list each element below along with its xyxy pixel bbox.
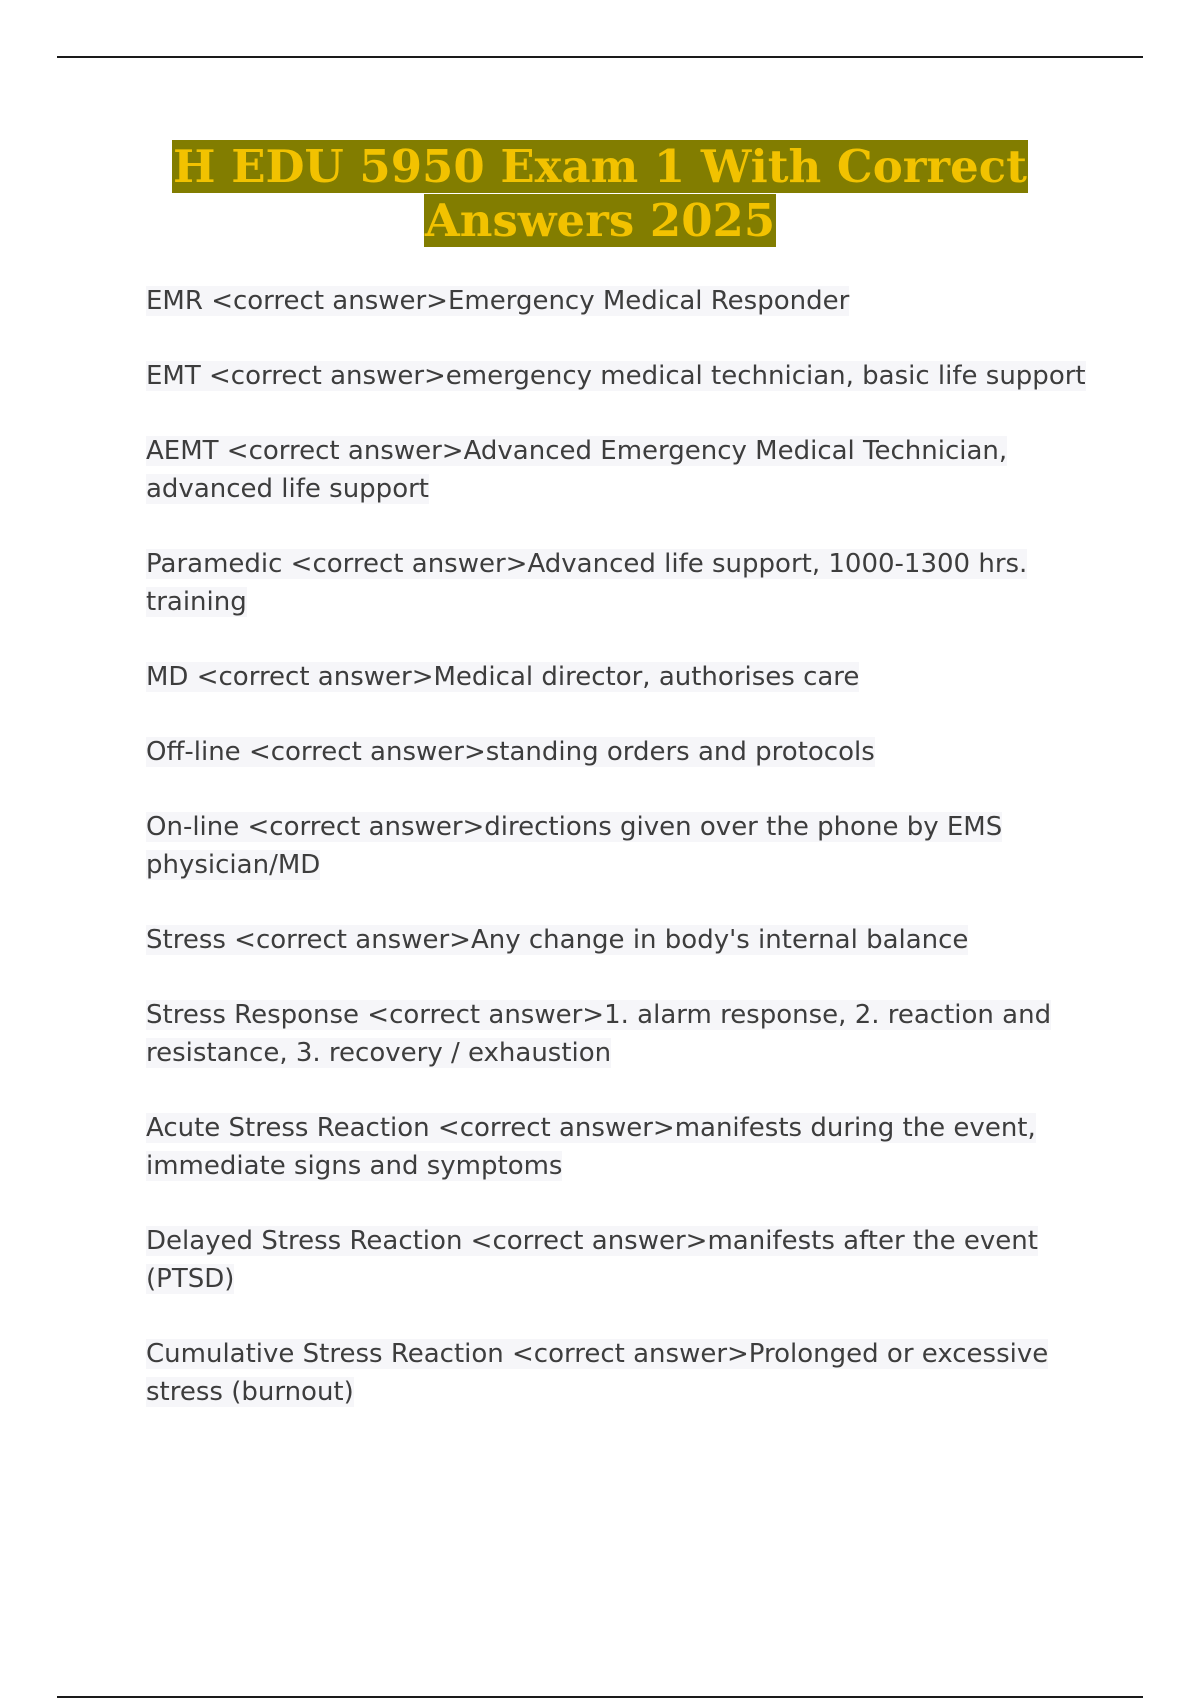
qa-item: Stress Response <correct answer>1. alarm response, 2. reaction and resistance, 3. recovery / exhaustion bbox=[146, 1000, 1052, 1068]
qa-list bbox=[146, 282, 1096, 1448]
qa-item: Cumulative Stress Reaction <correct answer>Prolonged or excessive stress (burnout) bbox=[146, 1339, 1049, 1407]
qa-item: EMT <correct answer>emergency medical technician, basic life support bbox=[146, 361, 1086, 391]
qa-item: On-line <correct answer>directions given over the phone by EMS physician/MD bbox=[146, 812, 1003, 880]
qa-item: Stress <correct answer>Any change in body's internal balance bbox=[146, 925, 969, 955]
bottom-rule bbox=[57, 1696, 1143, 1698]
document-title bbox=[0, 140, 1200, 248]
top-rule bbox=[57, 56, 1143, 58]
qa-item: EMR <correct answer>Emergency Medical Responder bbox=[146, 286, 850, 316]
qa-item: Acute Stress Reaction <correct answer>manifests during the event, immediate signs and symptoms bbox=[146, 1113, 1036, 1181]
qa-item: MD <correct answer>Medical director, authorises care bbox=[146, 662, 860, 692]
title-line-2: Answers 2025 bbox=[424, 194, 776, 247]
qa-item: Paramedic <correct answer>Advanced life support, 1000-1300 hrs. training bbox=[146, 549, 1028, 617]
title-line-1: H EDU 5950 Exam 1 With Correct bbox=[173, 140, 1027, 193]
qa-item: AEMT <correct answer>Advanced Emergency Medical Technician, advanced life support bbox=[146, 436, 1008, 504]
qa-item: Off-line <correct answer>standing orders and protocols bbox=[146, 737, 875, 767]
qa-item: Delayed Stress Reaction <correct answer>manifests after the event (PTSD) bbox=[146, 1226, 1038, 1294]
